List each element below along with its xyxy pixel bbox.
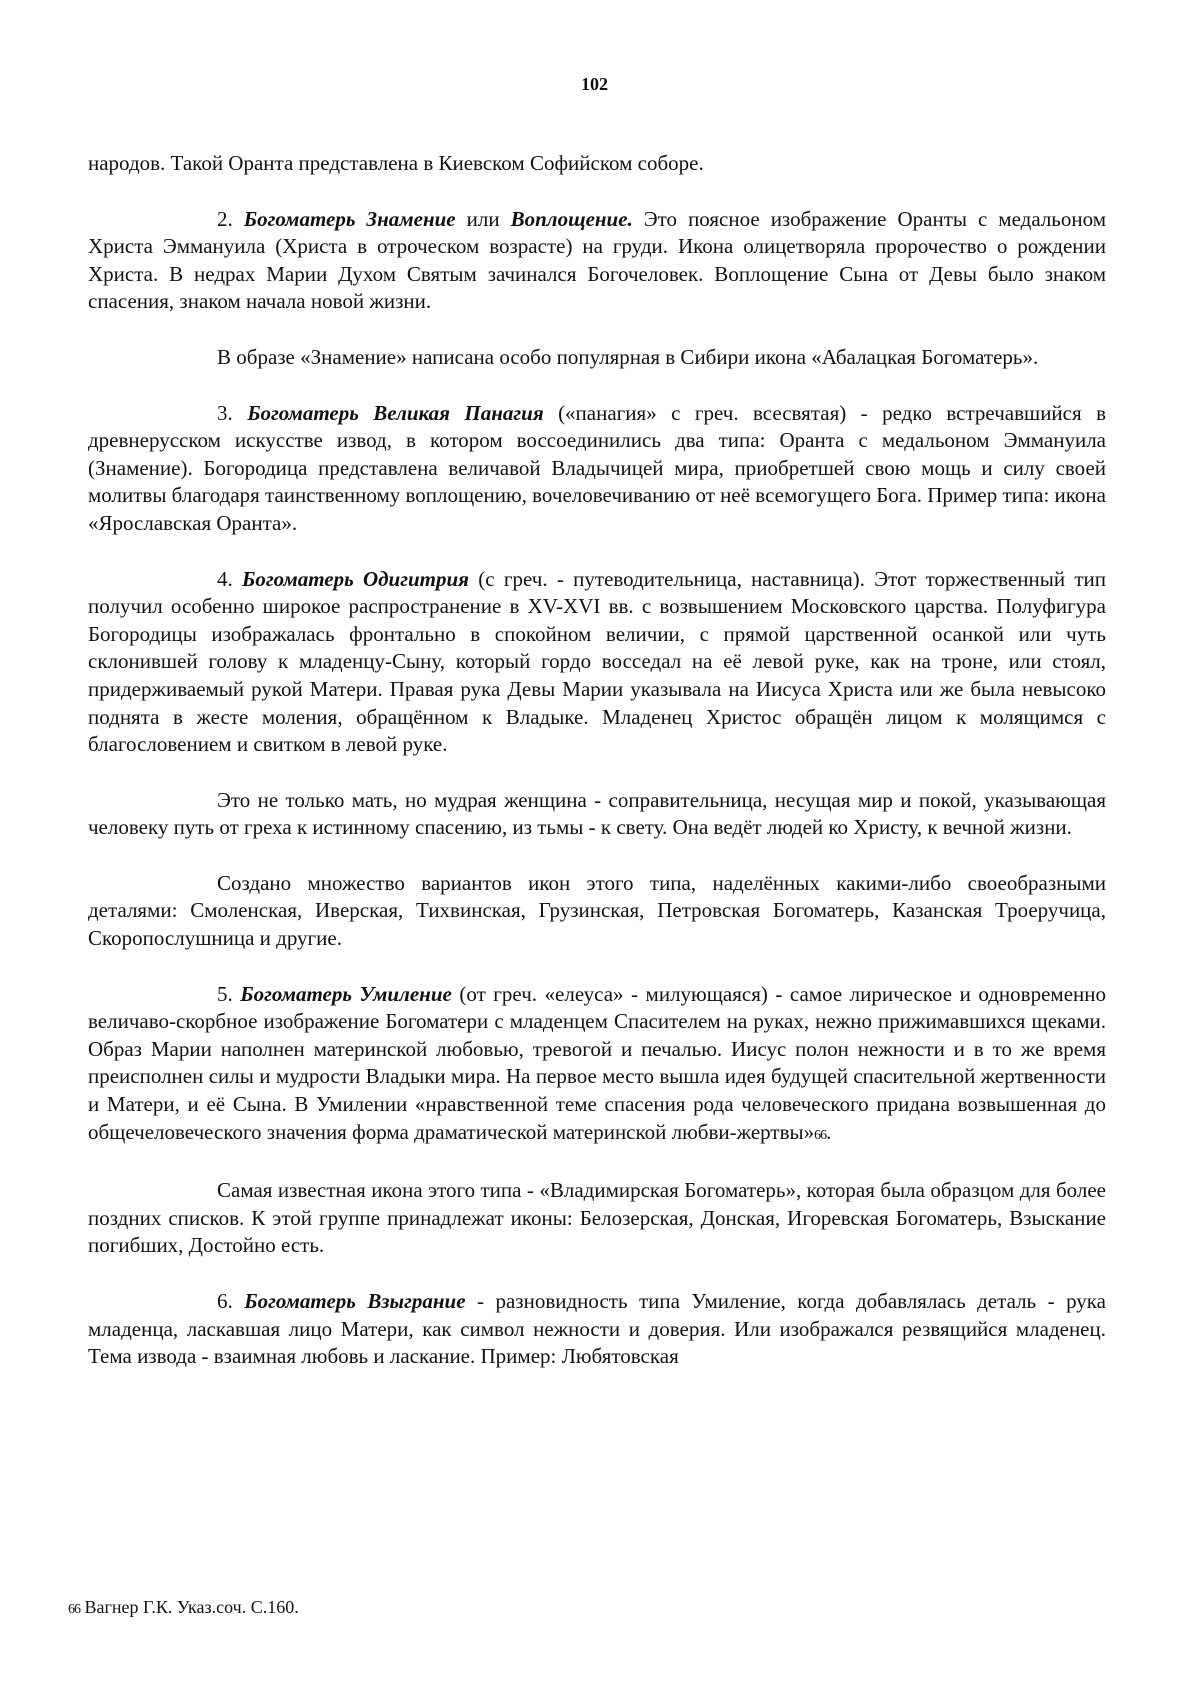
- footnote: [68, 1596, 1068, 1621]
- paragraph-text: 2.: [217, 206, 244, 231]
- body-text: [88, 150, 1106, 1371]
- paragraph-text: народов. Такой Оранта представлена в Киевском Софийском соборе.: [88, 151, 704, 175]
- footnote-text: Вагнер Г.К. Указ.соч. С.160.: [84, 1597, 299, 1617]
- paragraph-text: 4.: [217, 566, 243, 591]
- paragraph: [88, 1177, 1106, 1260]
- icon-type-name: Богоматерь Знамение: [243, 206, 456, 231]
- icon-type-name: Богоматерь Одигитрия: [242, 566, 469, 591]
- page-number: 102: [581, 74, 608, 94]
- paragraph-text: Это не только мать, но мудрая женщина - соправительница, несущая мир и покой, указывающая человеку путь от греха к истинному спасению, из тьмы - к свету. Она ведёт людей ко Христу, к вечной жизни.: [88, 787, 1106, 840]
- paragraph-text: Это поясное изображение Оранты с медальоном Христа Эммануила (Христа в отроческом возрасте) на груди. Икона олицетворяла пророчество о рождении Христа. В недрах Марии Духом Святым зачинался Богочеловек. Воплощение Сына от Девы было знаком спасения, знаком начала новой жизни.: [88, 206, 1107, 314]
- paragraph: [88, 400, 1106, 538]
- paragraph: [88, 787, 1106, 842]
- paragraph-text: .: [826, 1119, 832, 1144]
- paragraph-text: 6.: [217, 1289, 245, 1313]
- paragraph: [88, 981, 1106, 1150]
- paragraph: [88, 1288, 1106, 1371]
- paragraph-text: В образе «Знамение» написана особо популярная в Сибири икона «Абалацкая Богоматерь».: [217, 344, 1039, 369]
- paragraph-text: 5.: [217, 981, 241, 1006]
- paragraph-text: («панагия» с греч. всесвятая) - редко встречавшийся в древнерусском искусстве извод, в котором воссоединились два типа: Оранта с медальоном Эммануила (Знамение). Богородица представлена величавой Владычицей мира, приобретшей свою мощь и силу своей молитвы благодаря таинственному воплощению, вочеловечиванию от неё всемогущего Бога. Пример типа: икона «Ярославская Оранта».: [88, 400, 1106, 535]
- paragraph: [88, 870, 1106, 953]
- paragraph-text: - разновидность типа Умиление, когда добавлялась деталь - рука младенца, ласкавшая лицо Матери, как символ нежности и доверия. Или изображался резвящийся младенец. Тема извода - взаимная любовь и ласкание. Пример: Любятовская: [88, 1289, 1106, 1369]
- footnote-reference: 66: [814, 1127, 827, 1143]
- paragraph: [88, 566, 1106, 759]
- icon-type-name: Воплощение.: [510, 206, 633, 231]
- footnote-mark: 66: [68, 1602, 80, 1617]
- paragraph: [88, 344, 1106, 372]
- icon-type-name: Богоматерь Великая Панагия: [247, 400, 544, 425]
- paragraph-text: (с греч. - путеводительница, наставница). Этот торжественный тип получил особенно широкое распространение в XV-XVI вв. с возвышением Московского царства. Полуфигура Богородицы изображалась фронтально в спокойном величии, с прямой царственной осанкой или чуть склонившей голову к младенцу-Сыну, который гордо восседал на её левой руке, как на троне, или стоял, придерживаемый рукой Матери. Правая рука Девы Марии указывала на Иисуса Христа или же была невысоко поднята в жесте моления, обращённом к Владыке. Младенец Христос обращён лицом к молящимся с благословением и свитком в левой руке.: [88, 566, 1106, 757]
- paragraph-text: (от греч. «елеуса» - милующаяся) - самое лирическое и одновременно величаво-скорбное изображение Богоматери с младенцем Спасителем на руках, нежно прижимавшихся щеками. Образ Марии наполнен материнской любовью, тревогой и печалью. Иисус полон нежности и в то же время преисполнен силы и мудрости Владыки мира. На первое место вышла идея будущей спасительной жертвенности и Матери, и её Сына. В Умилении «нравственной теме спасения рода человеческого придана возвышенная до общечеловеческого значения форма драматической материнской любви-жертвы»: [88, 981, 1106, 1144]
- paragraph-text: или: [455, 206, 511, 231]
- paragraph-text: 3.: [217, 400, 248, 425]
- paragraph-text: Создано множество вариантов икон этого типа, наделённых какими-либо своеобразными деталями: Смоленская, Иверская, Тихвинская, Грузинская, Петровская Богоматерь, Казанская Троеручица, Скоропослушница и другие.: [88, 870, 1106, 951]
- paragraph: [88, 150, 1106, 178]
- paragraph-text: Самая известная икона этого типа - «Владимирская Богоматерь», которая была образцом для более поздних списков. К этой группе принадлежат иконы: Белозерская, Донская, Игоревская Богоматерь, Взыскание погибших, Достойно есть.: [88, 1178, 1106, 1258]
- icon-type-name: Богоматерь Умиление: [240, 981, 452, 1006]
- icon-type-name: Богоматерь Взыграние: [244, 1289, 466, 1313]
- paragraph: [88, 206, 1106, 316]
